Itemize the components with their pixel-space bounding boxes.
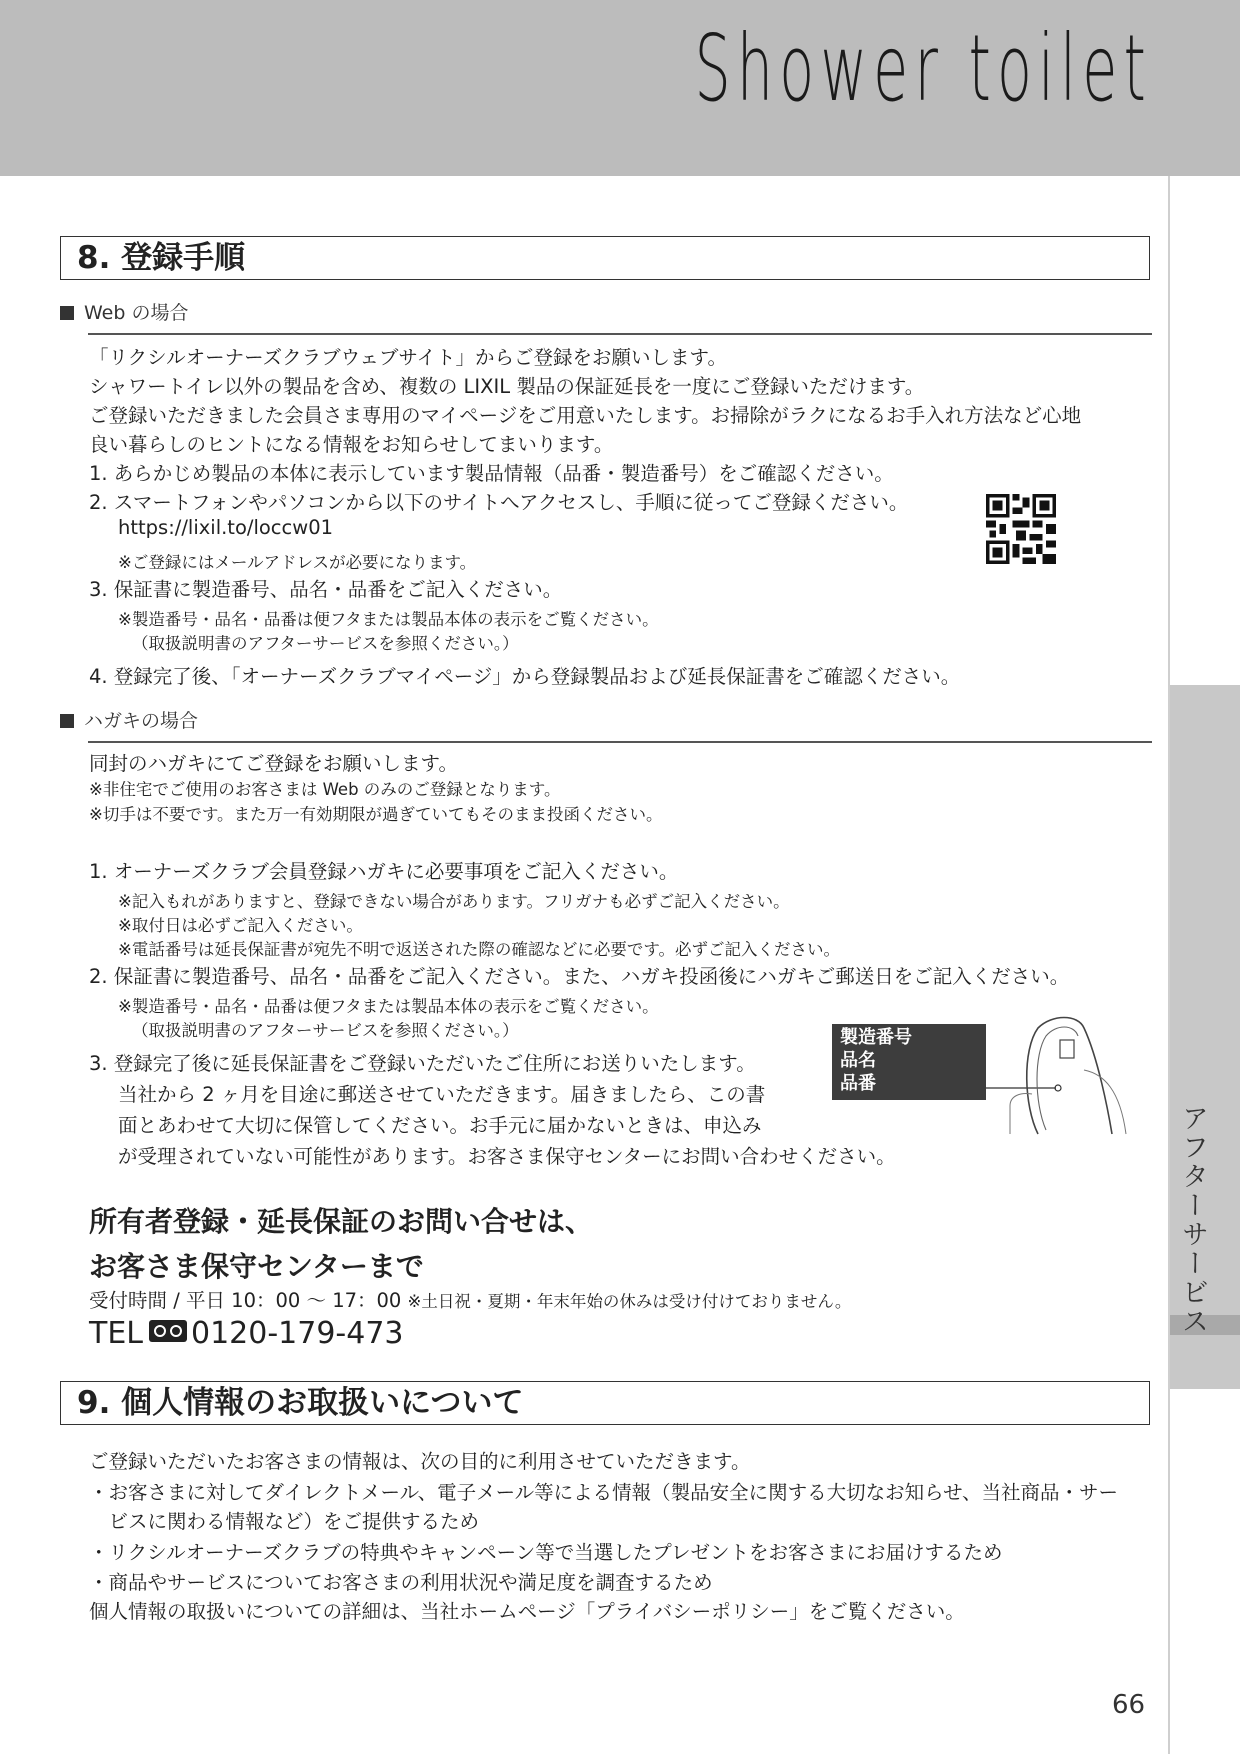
- label-line: 製造番号: [840, 1027, 912, 1048]
- postcard-note: ※非住宅でご使用のお客さまは Web のみのご登録となります。: [89, 780, 561, 799]
- postcard-step-1-note: ※記入もれがありますと、登録できない場合があります。フリガナも必ずご記入ください。: [118, 892, 790, 911]
- contact-tel: [89, 1316, 404, 1351]
- privacy-line: ビスに関わる情報など）をご提供するため: [89, 1510, 480, 1533]
- web-step-3: 3. 保証書に製造番号、品名・品番をご記入ください。: [89, 578, 563, 601]
- web-step-4: 4. 登録完了後、「オーナーズクラブマイページ」から登録製品および延長保証書をご確認ください。: [89, 665, 961, 688]
- square-bullet-icon: [60, 306, 74, 320]
- postcard-step-1-note: ※取付日は必ずご記入ください。: [118, 916, 363, 935]
- label-line: 品名: [840, 1050, 876, 1071]
- web-line: 「リクシルオーナーズクラブウェブサイト」からご登録をお願いします。: [89, 346, 727, 369]
- postcard-step-3-line: 面とあわせて大切に保管してください。お手元に届かないときは、申込み: [118, 1114, 762, 1137]
- postcard-step-3-line: が受理されていない可能性があります。お客さま保守センターにお問い合わせください。: [118, 1145, 896, 1168]
- page-number: 66: [1112, 1690, 1146, 1720]
- section-8-title: 8. 登録手順: [60, 236, 1150, 280]
- web-step-2: 2. スマートフォンやパソコンから以下のサイトへアクセスし、手順に従ってご登録ください。: [89, 491, 909, 514]
- brand-logo: Shower toilet: [694, 15, 1152, 122]
- postcard-rule: [88, 741, 1152, 743]
- postcard-step-1-note: ※電話番号は延長保証書が宛先不明で返送された際の確認などに必要です。必ずご記入ください。: [118, 940, 841, 959]
- web-subheading-text: Web の場合: [84, 302, 189, 324]
- privacy-line: ・リクシルオーナーズクラブの特典やキャンペーン等で当選したプレゼントをお客さまにお届けするため: [89, 1541, 1003, 1564]
- contact-title-line-2: お客さま保守センターまで: [89, 1250, 424, 1283]
- postcard-note: ※切手は不要です。また万一有効期限が過ぎていてもそのまま投函ください。: [89, 805, 663, 824]
- postcard-step-2-note: ※製造番号・品名・品番は便フタまたは製品本体の表示をご覧ください。: [118, 997, 659, 1016]
- section-9-title: 9. 個人情報のお取扱いについて: [60, 1381, 1150, 1425]
- postcard-step-1: 1. オーナーズクラブ会員登録ハガキに必要事項をご記入ください。: [89, 860, 679, 883]
- web-subheading: [60, 298, 188, 325]
- web-rule: [88, 333, 1152, 335]
- web-line: シャワートイレ以外の製品を含め、複数の LIXIL 製品の保証延長を一度にご登録いただけます。: [89, 375, 925, 398]
- web-step-3-note: （取扱説明書のアフターサービスを参照ください。）: [132, 634, 519, 653]
- postcard-step-2: 2. 保証書に製造番号、品名・品番をご記入ください。また、ハガキ投函後にハガキご郵送日をご記入ください。: [89, 965, 1070, 988]
- web-step-2-note: ※ご登録にはメールアドレスが必要になります。: [118, 553, 477, 572]
- web-line: ご登録いただきました会員さま専用のマイページをご用意いたします。お掃除がラクになるお手入れ方法など心地: [89, 404, 1082, 427]
- web-step-1: 1. あらかじめ製品の本体に表示しています製品情報（品番・製造番号）をご確認ください。: [89, 462, 894, 485]
- privacy-line: ご登録いただいたお客さまの情報は、次の目的に利用させていただきます。: [89, 1450, 751, 1473]
- toilet-lid-illustration: [980, 1010, 1130, 1140]
- qr-code-icon[interactable]: [986, 494, 1056, 564]
- square-bullet-icon: [60, 714, 74, 728]
- web-line: 良い暮らしのヒントになる情報をお知らせしてまいります。: [89, 433, 614, 456]
- web-step-3-note: ※製造番号・品名・品番は便フタまたは製品本体の表示をご覧ください。: [118, 610, 659, 629]
- tel-prefix: TEL: [89, 1316, 143, 1351]
- product-label-box: [832, 1024, 986, 1100]
- label-line: 品番: [840, 1073, 876, 1094]
- freedial-icon: [149, 1320, 187, 1342]
- contact-hours: [89, 1285, 851, 1313]
- page-header: [0, 0, 1240, 176]
- postcard-step-3-line: 当社から 2 ヶ月を目途に郵送させていただきます。届きましたら、この書: [118, 1083, 766, 1106]
- privacy-line: ・お客さまに対してダイレクトメール、電子メール等による情報（製品安全に関する大切なお知らせ、当社商品・サー: [89, 1481, 1119, 1504]
- postcard-intro: 同封のハガキにてご登録をお願いします。: [89, 752, 458, 775]
- contact-hours-text: 受付時間 / 平日 10：00 〜 17：00: [89, 1289, 402, 1312]
- privacy-line: ・商品やサービスについてお客さまの利用状況や満足度を調査するため: [89, 1571, 713, 1594]
- registration-url[interactable]: https://lixil.to/loccw01: [118, 516, 334, 539]
- privacy-line: 個人情報の取扱いについての詳細は、当社ホームページ「プライバシーポリシー」をご覧ください。: [89, 1600, 965, 1623]
- postcard-step-2-note: （取扱説明書のアフターサービスを参照ください。）: [132, 1021, 519, 1040]
- postcard-subheading-text: ハガキの場合: [84, 710, 199, 732]
- contact-hours-note: ※土日祝・夏期・年末年始の休みは受け付けておりません。: [407, 1292, 852, 1311]
- postcard-step-3: 3. 登録完了後に延長保証書をご登録いただいたご住所にお送りいたします。: [89, 1052, 756, 1075]
- contact-title-line-1: 所有者登録・延長保証のお問い合せは、: [89, 1205, 594, 1238]
- tel-number[interactable]: 0120-179-473: [191, 1316, 404, 1351]
- postcard-subheading: [60, 706, 198, 733]
- side-tab-label: アフターサービス: [1177, 1104, 1208, 1336]
